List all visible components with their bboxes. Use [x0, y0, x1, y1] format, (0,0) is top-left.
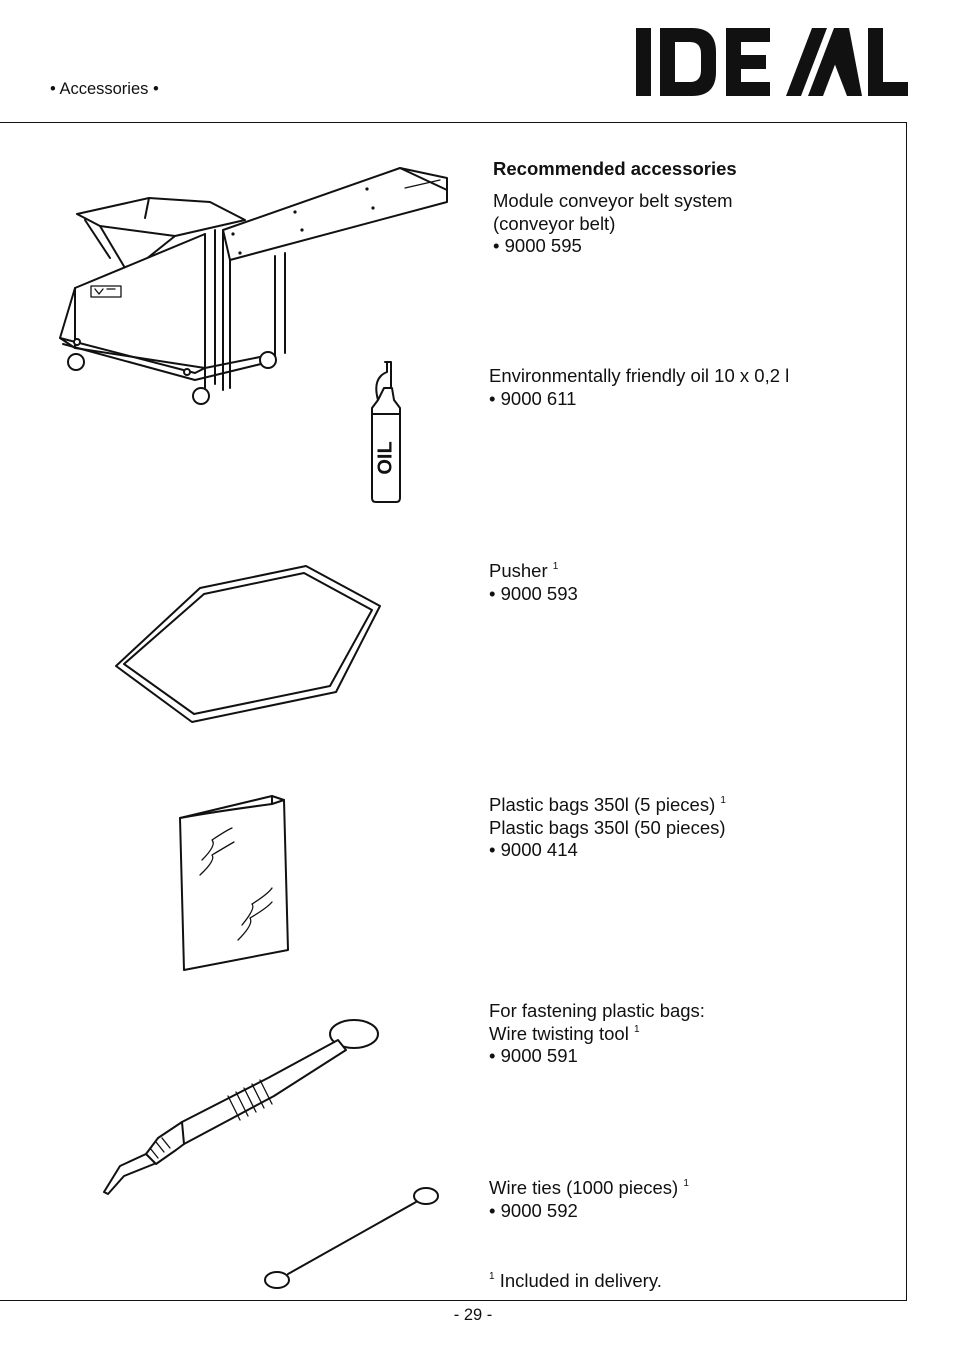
item-article-number: • 9000 593: [489, 582, 578, 604]
oil-bottle-illustration: [360, 360, 420, 505]
accessory-item-wire-twisting-tool: [489, 1000, 705, 1068]
wire-twisting-tool-illustration: [98, 1016, 388, 1201]
item-line: Plastic bags 350l (50 pieces): [489, 816, 726, 838]
ideal-logo: [636, 22, 908, 98]
footnote-marker: 1: [683, 1178, 689, 1189]
wire-tie-illustration: [260, 1182, 445, 1292]
footnote: [489, 1270, 662, 1293]
item-line: Pusher: [489, 560, 548, 581]
accessory-item-conveyor: [493, 190, 733, 258]
item-line: Module conveyor belt system: [493, 190, 733, 211]
footnote-marker: 1: [552, 561, 559, 572]
accessory-item-pusher: [489, 560, 578, 605]
item-article-number: • 9000 414: [489, 839, 578, 860]
item-line: Wire twisting tool: [489, 1022, 629, 1044]
item-article-number: • 9000 611: [489, 387, 577, 409]
page-number: - 29 -: [453, 1306, 493, 1324]
item-article-number: • 9000 592: [489, 1199, 578, 1221]
accessories-heading: Recommended accessories: [493, 158, 737, 179]
item-line: (conveyor belt): [493, 212, 616, 234]
footnote-text: Included in delivery.: [494, 1270, 662, 1291]
accessory-item-wire-ties: [489, 1177, 689, 1222]
item-article-number: • 9000 595: [493, 235, 582, 256]
item-line: Plastic bags 350l (5 pieces): [489, 794, 716, 815]
section-title: • Accessories •: [50, 80, 159, 98]
accessory-item-oil: [489, 365, 789, 410]
item-line: Wire ties (1000 pieces): [489, 1177, 679, 1198]
pusher-illustration: [110, 560, 390, 730]
item-article-number: • 9000 591: [489, 1045, 578, 1066]
footnote-marker: 1: [720, 795, 726, 806]
oil-label: OIL: [374, 441, 397, 475]
plastic-bags-illustration: [172, 790, 302, 975]
item-line: Environmentally friendly oil 10 x 0,2 l: [489, 365, 790, 386]
item-line: For fastening plastic bags:: [489, 1000, 705, 1021]
accessory-item-plastic-bags: [489, 794, 726, 862]
footnote-marker: 1: [633, 1023, 640, 1035]
footnote-marker: 1: [489, 1271, 495, 1282]
